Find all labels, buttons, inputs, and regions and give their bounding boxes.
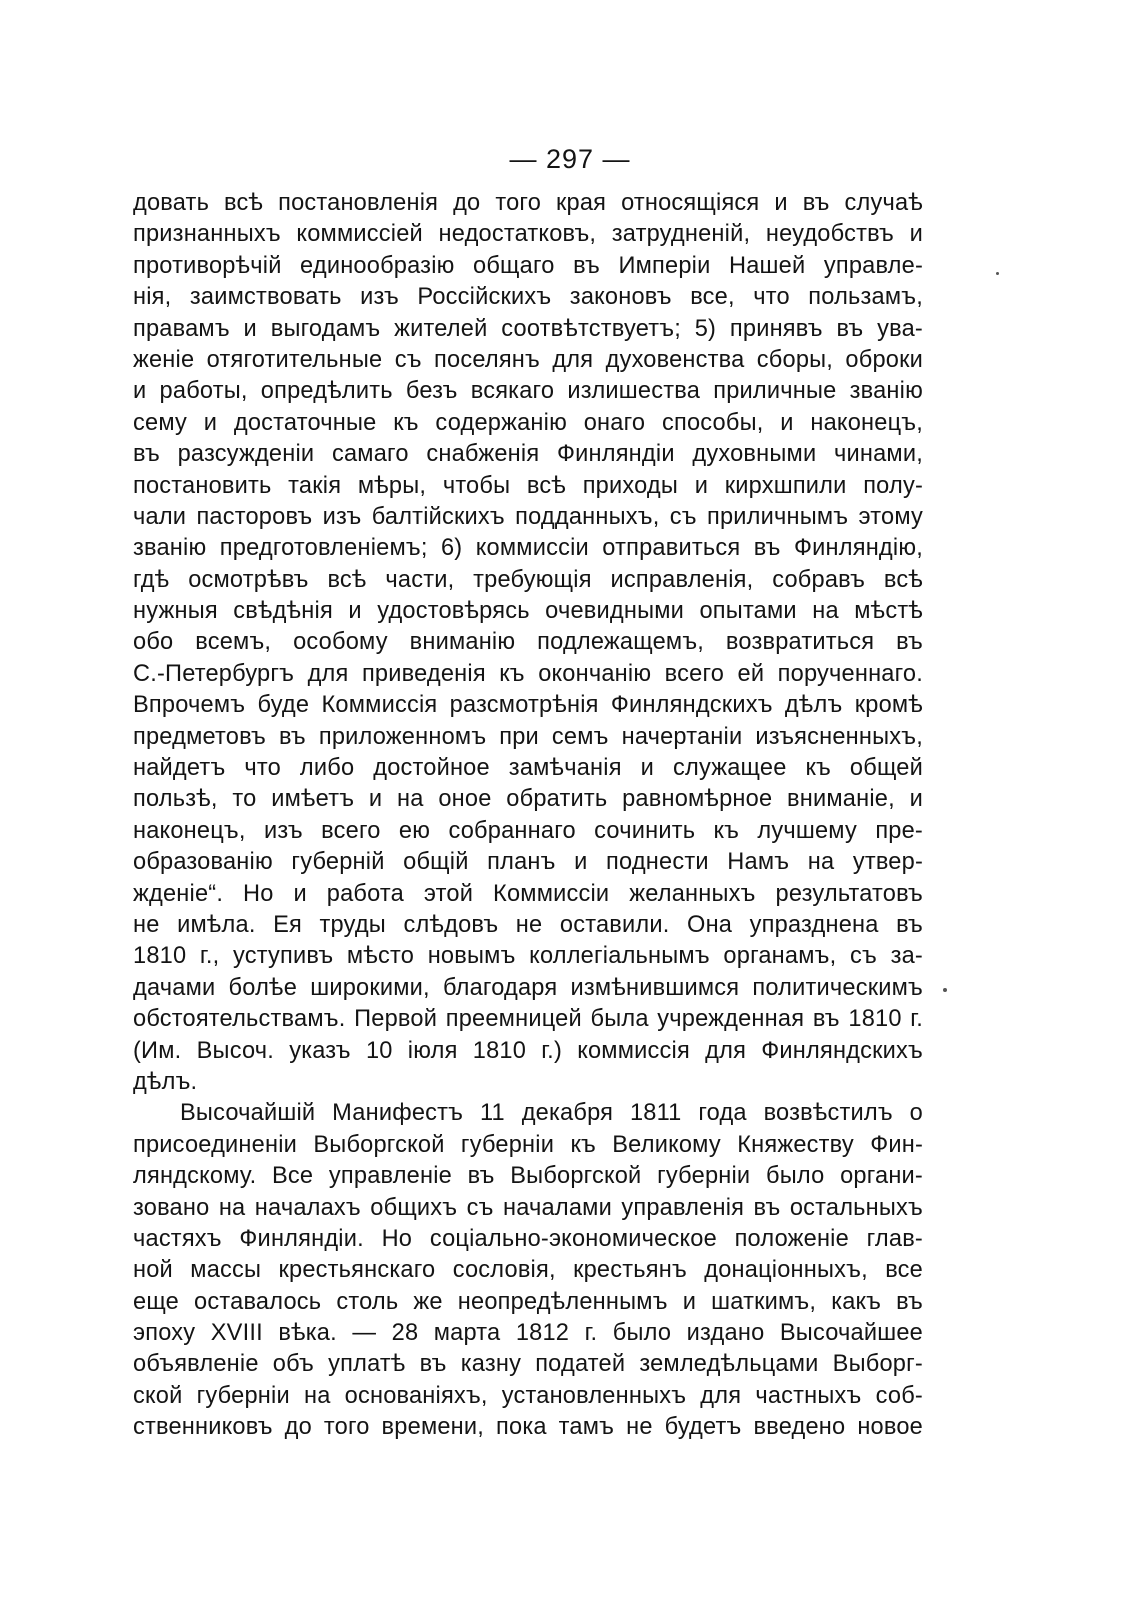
text-line: предметовъ въ приложенномъ при семъ начертаніи изъясненныхъ, [133, 723, 923, 750]
text-line: признанныхъ коммиссіей недостатковъ, затрудненій, неудобствъ и [133, 221, 923, 248]
scan-speck [943, 988, 947, 992]
text-line: жденіе“. Но и работа этой Коммиссіи желанныхъ результатовъ [133, 880, 923, 907]
text-line: найдетъ что либо достойное замѣчанія и служащее къ общей [133, 755, 923, 782]
scan-speck [996, 272, 999, 275]
page-number: — 297 — [509, 144, 631, 174]
text-line: С.-Петербургъ для приведенія къ окончанію всего ей порученнаго. [133, 660, 923, 687]
text-line: обстоятельствамъ. Первой преемницей была учрежденная въ 1810 г. [133, 1006, 923, 1033]
text-line: женіе отяготительные съ поселянъ для духовенства сборы, оброки [133, 346, 923, 373]
text-line: и работы, опредѣлить безъ всякаго излишества приличные званію [133, 378, 923, 405]
text-line: Впрочемъ буде Коммиссія разсмотрѣнія Финляндскихъ дѣлъ кромѣ [133, 692, 923, 719]
text-line: званію предготовленіемъ; 6) коммиссіи отправиться въ Финляндію, [133, 535, 923, 562]
text-line: ляндскому. Все управленіе въ Выборгской губерніи было органи- [133, 1163, 923, 1190]
text-line: объявленіе объ уплатѣ въ казну податей земледѣльцами Выборг- [133, 1351, 923, 1378]
text-line: зовано на началахъ общихъ съ началами управленія въ остальныхъ [133, 1194, 923, 1221]
text-line: дачами болѣе широкими, благодаря измѣнившимся политическимъ [133, 974, 923, 1001]
text-line: довать всѣ постановленія до того края относящіяся и въ случаѣ [133, 190, 923, 216]
text-line: нужныя свѣдѣнія и удостовѣрясь очевидными опытами на мѣстѣ [133, 598, 923, 625]
text-line: дѣлъ. [133, 1068, 198, 1095]
text-line: не имѣла. Ея труды слѣдовъ не оставили. Она упразднена въ [133, 911, 923, 938]
text-line: 1810 г., уступивъ мѣсто новымъ коллегіальнымъ органамъ, съ за- [133, 943, 923, 970]
text-line: правамъ и выгодамъ жителей соотвѣтствуетъ; 5) принявъ въ ува- [133, 315, 923, 342]
text-line: пользѣ, то имѣетъ и на оное обратить равномѣрное вниманіе, и [133, 786, 923, 813]
text-line: чали пасторовъ изъ балтійскихъ подданныхъ, съ приличнымъ этому [133, 503, 923, 530]
text-line: эпоху XVIII вѣка. — 28 марта 1812 г. было издано Высочайшее [133, 1320, 923, 1347]
text-line: сему и достаточные къ содержанію онаго способы, и наконецъ, [133, 409, 923, 436]
text-line: еще оставалось столь же неопредѣленнымъ и шаткимъ, какъ въ [133, 1288, 923, 1315]
text-line: ственниковъ до того времени, пока тамъ не будетъ введено новое [133, 1414, 923, 1441]
text-line: обо всемъ, особому вниманію подлежащемъ, возвратиться въ [133, 629, 923, 656]
paragraph [133, 188, 923, 1098]
body-text [133, 188, 923, 1444]
text-line: образованію губерній общій планъ и поднести Намъ на утвер- [133, 849, 923, 876]
text-line: (Им. Высоч. указъ 10 іюля 1810 г.) коммиссія для Финляндскихъ [133, 1037, 923, 1064]
text-line: нія, заимствовать изъ Россійскихъ законовъ все, что пользамъ, [133, 284, 923, 311]
text-line: постановить такія мѣры, чтобы всѣ приходы и кирхшпили полу- [133, 472, 923, 499]
text-line: противорѣчій единообразію общаго въ Имперіи Нашей управле- [133, 252, 923, 279]
text-line: въ разсужденіи самаго снабженія Финляндіи духовными чинами, [133, 441, 923, 468]
text-line: ной массы крестьянскаго сословія, крестьянъ донаціонныхъ, все [133, 1257, 923, 1284]
text-line: наконецъ, изъ всего ею собраннаго сочинить къ лучшему пре- [133, 817, 923, 844]
text-line: частяхъ Финляндіи. Но соціально-экономическое положеніе глав- [133, 1225, 923, 1252]
text-line: гдѣ осмотрѣвъ всѣ части, требующія исправленія, собравъ всѣ [133, 566, 923, 593]
text-line: Высочайшій Манифестъ 11 декабря 1811 года возвѣстилъ о [180, 1100, 923, 1127]
paragraph [133, 1098, 923, 1443]
text-line: присоединеніи Выборгской губерніи къ Великому Княжеству Фин- [133, 1131, 923, 1158]
text-line: ской губерніи на основаніяхъ, установленныхъ для частныхъ соб- [133, 1382, 923, 1409]
